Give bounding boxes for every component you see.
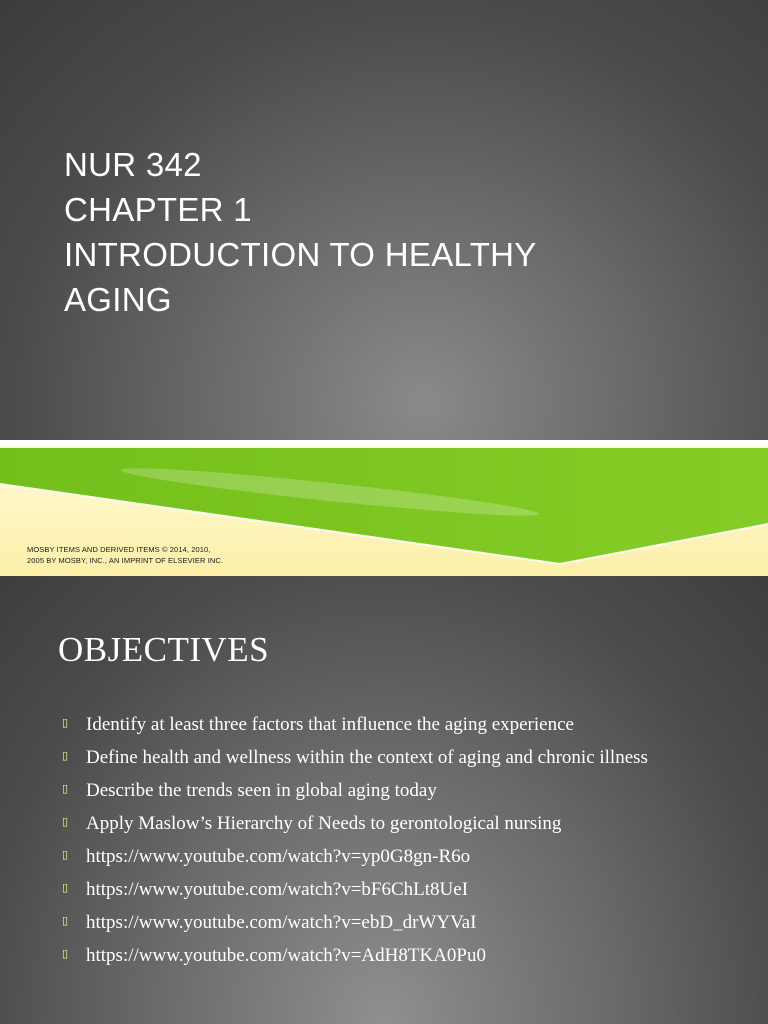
objective-item: [62, 745, 702, 771]
bullet-marker-icon: ▯: [62, 782, 69, 795]
band-white-line: [0, 440, 768, 446]
bullet-marker-icon: ▯: [62, 848, 69, 861]
title-line-course: NUR 342: [64, 146, 202, 183]
video-link[interactable]: https://www.youtube.com/watch?v=bF6ChLt8UeI: [86, 879, 469, 900]
objective-item: [62, 778, 702, 804]
objective-item: [62, 712, 702, 738]
bullet-marker-icon: ▯: [62, 749, 69, 762]
video-link[interactable]: https://www.youtube.com/watch?v=ebD_drWYVaI: [86, 912, 477, 933]
objectives-slide: [0, 576, 768, 1024]
objectives-heading: OBJECTIVES: [58, 630, 270, 669]
objective-text: Define health and wellness within the context of aging and chronic illness: [86, 747, 648, 768]
video-link-item[interactable]: [62, 877, 702, 903]
video-link[interactable]: https://www.youtube.com/watch?v=yp0G8gn-R6o: [86, 846, 471, 867]
objective-text: Identify at least three factors that influence the aging experience: [86, 714, 574, 735]
objectives-list: [62, 712, 702, 976]
copyright-line-1: MOSBY ITEMS AND DERIVED ITEMS © 2014, 2010,: [27, 545, 211, 554]
title-line-topic-2: AGING: [64, 281, 172, 318]
copyright-line-2: 2005 BY MOSBY, INC., AN IMPRINT OF ELSEVIER INC.: [27, 556, 224, 565]
bullet-marker-icon: ▯: [62, 881, 69, 894]
bullet-marker-icon: ▯: [62, 716, 69, 729]
title-line-chapter: CHAPTER 1: [64, 191, 252, 228]
video-link[interactable]: https://www.youtube.com/watch?v=AdH8TKA0Pu0: [86, 945, 486, 966]
slide-title: [64, 142, 724, 322]
objective-text: Describe the trends seen in global aging today: [86, 780, 437, 801]
video-link-item[interactable]: [62, 943, 702, 969]
objective-text: Apply Maslow’s Hierarchy of Needs to gerontological nursing: [86, 813, 562, 834]
bullet-marker-icon: ▯: [62, 914, 69, 927]
bullet-marker-icon: ▯: [62, 815, 69, 828]
video-link-item[interactable]: [62, 844, 702, 870]
copyright-notice: [27, 544, 347, 566]
title-line-topic-1: INTRODUCTION TO HEALTHY: [64, 236, 537, 273]
objective-item: [62, 811, 702, 837]
bullet-marker-icon: ▯: [62, 947, 69, 960]
video-link-item[interactable]: [62, 910, 702, 936]
